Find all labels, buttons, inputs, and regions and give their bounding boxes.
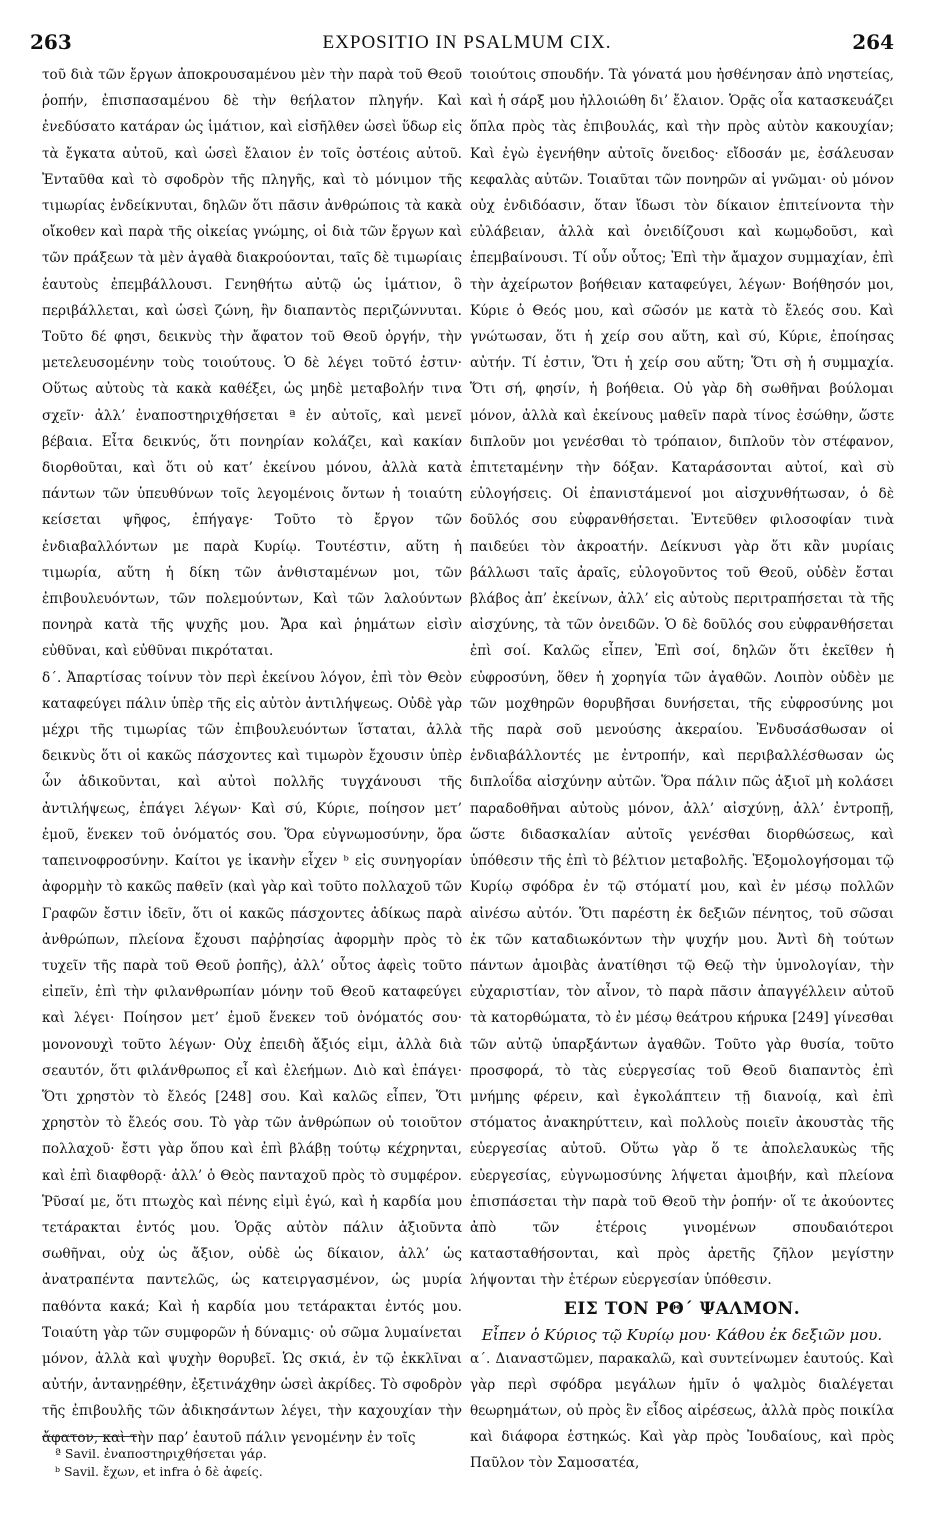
footnote-b: ᵇ Savil. ἔχων, et infra ὁ δὲ ἀφείς. xyxy=(55,1464,263,1479)
section-title: ΕΙΣ ΤΟΝ ΡΘ΄ ΨΑΛΜΟΝ. xyxy=(563,1298,801,1319)
left-paragraph-2: δ΄. Ἀπαρτίσας τοίνυν τὸν περὶ ἐκείνου λόγον, ἐπὶ τὸν Θεὸν καταφεύγει πάλιν ὑπὲρ τῆς εἰς αὐτὸν ἀντιλήψεως. Οὐδὲ γὰρ μέχρι τῆς τιμωρίας τῶν ἐπιβουλευόντων ἵσταται, ἀλλὰ δεικνὺς ὅτι οἱ κακῶς πάσχοντες καὶ τιμωρὸν ἔχουσιν ὑπὲρ ὧν ἀδικοῦνται, καὶ αὐτοὶ πολλῆς τυγχάνουσι τῆς ἀντιλήψεως, ἐπάγει λέγων· Καὶ σύ, Κύριε, ποίησον μετ’ ἐμοῦ, ἕνεκεν τοῦ ὀνόματός σου. Ὅρα εὐγνωμοσύνην, ὅρα ταπεινοφροσύνην. Καίτοι γε ἱκανὴν εἶχεν ᵇ εἰς συνηγορίαν ἀφορμὴν τὸ κακῶς παθεῖν (καὶ γὰρ καὶ τοῦτο πολλαχοῦ τῶν Γραφῶν ἔστιν ἰδεῖν, ὅτι οἱ κακῶς πάσχοντες ἀδίκως παρὰ ἀνθρώπων, πλείονα ἔχουσι παῤῥησίας ἀφορμὴν πρὸς τὸ τυχεῖν τῆς παρὰ τοῦ Θεοῦ ῥοπῆς), ἀλλ’ οὗτος ἀφεὶς τοῦτο εἰπεῖν, ἐπὶ τὴν φιλανθρωπίαν μόνην τοῦ Θεοῦ καταφεύγει καὶ λέγει· Ποίησον μετ’ ἐμοῦ ἕνεκεν τοῦ ὀνόματός σου· μονονουχὶ τοῦτο λέγων· Οὐχ ἐπειδὴ ἄξιός εἰμι, ἀλλὰ διὰ σεαυτόν, ὅτι φιλάνθρωπος εἶ καὶ ἐλεήμων. Διὸ καὶ ἐπάγει· Ὅτι χρηστὸν τὸ ἔλεός [248] σου. Καὶ καλῶς εἶπεν, Ὅτι χρηστὸν τὸ ἔλεός σου. Τὸ γὰρ τῶν ἀνθρώπων οὐ τοιοῦτον πολλαχοῦ· ἔστι γὰρ ὅπου καὶ ἐπὶ βλάβῃ τούτῳ κέχρηνται, καὶ ἐπὶ διαφθορᾷ· ἀλλ’ ὁ Θεὸς πανταχοῦ πρὸς τὸ συμφέρον. Ῥῦσαί με, ὅτι πτωχὸς καὶ πένης εἰμὶ ἐγώ, καὶ ἡ καρδία μου τετάρακται ἐντός μου. Ὁρᾷς αὐτὸν πάλιν ἀξιοῦντα σωθῆναι, οὐχ ὡς ἄξιον, οὐδὲ ὡς δίκαιον, ἀλλ’ ὡς ἀνατραπέντα παντελῶς, ὡς κατειργασμένον, ὡς μυρία παθόντα κακά; Καὶ ἡ καρδία μου τετάρακται ἐντός μου. Τοιαύτη γὰρ τῶν συμφορῶν ἡ δύναμις· οὐ σῶμα λυμαίνεται μόνον, ἀλλὰ καὶ ψυχὴν θορυβεῖ. Ὡς σκιά, ἐν τῷ ἐκκλῖναι αὐτήν, ἀντανῃρέθην, ἐξετινάχθην ὡσεὶ ἀκρίδες. Τὸ σφοδρὸν τῆς ἐπιβουλῆς τῶν ἀδικησάντων λέγει, τὴν καχουχίαν τὴν ἄφατον, καὶ τὴν παρ’ ἑαυτοῦ πάλιν γενομένην ἐν τοῖς xyxy=(42,669,462,1446)
footnotes xyxy=(55,1445,455,1481)
right-paragraph-2: α΄. Διαναστῶμεν, παρακαλῶ, καὶ συντείνωμεν ἑαυτούς. Καὶ γὰρ περὶ σφόδρα μεγάλων ἡμῖν ὁ ψαλμὸς διαλέγεται θεωρημάτων, οὐ πρὸς ἓν εἶδος αἱρέσεως, ἀλλὰ πρὸς ποικίλα καὶ διάφορα ἑστηκώς. Καὶ γὰρ πρὸς Ἰουδαίους, καὶ πρὸς Παῦλον τὸν Σαμοσατέα, xyxy=(470,1350,894,1472)
left-column xyxy=(42,62,462,1451)
footnote-a: ª Savil. ἐναποστηριχθήσεται γάρ. xyxy=(55,1446,267,1461)
running-header xyxy=(0,20,934,60)
running-title: EXPOSITIO IN PSALMUM CIX. xyxy=(322,32,612,53)
right-column xyxy=(470,62,894,1477)
page-number-right: 264 xyxy=(852,30,894,54)
footnote-rule xyxy=(42,1436,137,1437)
section-subtitle: Εἶπεν ὁ Κύριος τῷ Κυρίῳ μου· Κάθου ἐκ δεξιῶν μου. xyxy=(481,1325,883,1344)
page-number-left: 263 xyxy=(30,30,72,54)
right-paragraph-1: τοιούτοις σπουδήν. Τὰ γόνατά μου ἠσθένησαν ἀπὸ νηστείας, καὶ ἡ σάρξ μου ἠλλοιώθη δι’ ἔλαιον. Ὁρᾷς οἷα κατασκευάζει ὅπλα πρὸς τὰς ἐπιβουλάς, καὶ τὴν πρὸς αὐτὸν κακουχίαν; Καὶ ἐγὼ ἐγενήθην αὐτοῖς ὄνειδος· εἴδοσάν με, ἐσάλευσαν κεφαλὰς αὐτῶν. Τοιαῦται τῶν πονηρῶν αἱ γνῶμαι· οὐ μόνον οὐχ ἐνδιδόασιν, ὅταν ἴδωσι τὸν δίκαιον ἐπιτείνοντα τὴν εὐλάβειαν, ἀλλὰ καὶ ὀνειδίζουσι καὶ κωμῳδοῦσι, καὶ ἐπεμβαίνουσι. Τί οὖν οὗτος; Ἐπὶ τὴν ἄμαχον συμμαχίαν, ἐπὶ τὴν ἀχείρωτον βοήθειαν καταφεύγει, λέγων· Βοήθησόν μοι, Κύριε ὁ Θεός μου, καὶ σῶσόν με κατὰ τὸ ἔλεός σου. Καὶ γνώτωσαν, ὅτι ἡ χείρ σου αὕτη, καὶ σύ, Κύριε, ἐποίησας αὐτήν. Τί ἐστιν, Ὅτι ἡ χείρ σου αὕτη; Ὅτι σὴ ἡ συμμαχία. Ὅτι σή, φησίν, ἡ βοήθεια. Οὐ γὰρ δὴ σωθῆναι βούλομαι μόνον, ἀλλὰ καὶ ἐκείνους μαθεῖν παρὰ τίνος ἐσώθην, ὥστε διπλοῦν μοι γενέσθαι τὸ τρόπαιον, διπλοῦν τὸν στέφανον, ἐπιτεταμένην τὴν δόξαν. Καταράσονται αὐτοί, καὶ σὺ εὐλογήσεις. Οἱ ἐπανιστάμενοί μοι αἰσχυνθήτωσαν, ὁ δὲ δοῦλός σου εὐφρανθήσεται. Ἐντεῦθεν φιλοσοφίαν τινὰ παιδεύει τὸν ἀκροατήν. Δείκνυσι γὰρ ὅτι κἂν μυρίαις βάλλωσι ταῖς ἀραῖς, εὐλογοῦντος τοῦ Θεοῦ, οὐδὲν ἔσται βλάβος ἀπ’ ἐκείνων, ἀλλ’ εἰς αὐτοὺς περιτραπήσεται τὰ τῆς αἰσχύνης, τὰ τῶν ὀνειδῶν. Ὁ δὲ δοῦλός σου εὐφρανθήσεται ἐπὶ σοί. Καλῶς εἶπεν, Ἐπὶ σοί, δηλῶν ὅτι ἐκεῖθεν ἡ εὐφροσύνη, ὅθεν ἡ χορηγία τῶν ἀγαθῶν. Λοιπὸν οὐδὲν με τῶν μοχθηρῶν θορυβῆσαι δυνήσεται, τῆς εὐφροσύνης μοι τῆς παρὰ σοῦ μενούσης ἀκεραίου. Ἐνδυσάσθωσαν οἱ ἐνδιαβάλλοντές με ἐντροπήν, καὶ περιβαλλέσθωσαν ὡς διπλοΐδα αἰσχύνην αὐτῶν. Ὅρα πάλιν πῶς ἀξιοῖ μὴ κολάσει παραδοθῆναι αὐτοὺς μόνον, ἀλλ’ αἰσχύνῃ, ἀλλ’ ἐντροπῇ, ὥστε διδασκαλίαν αὐτοῖς γενέσθαι διορθώσεως, καὶ ὑπόθεσιν τῆς ἐπὶ τὸ βέλτιον μεταβολῆς. Ἐξομολογήσομαι τῷ Κυρίῳ σφόδρα ἐν τῷ στόματί μου, καὶ ἐν μέσῳ πολλῶν αἰνέσω αὐτόν. Ὅτι παρέστη ἐκ δεξιῶν πένητος, τοῦ σῶσαι ἐκ τῶν καταδιωκόντων τὴν ψυχήν μου. Ἀντὶ δὴ τούτων πάντων ἀμοιβὰς ἀνατίθησι τῷ Θεῷ τὴν ὑμνολογίαν, τὴν εὐχαριστίαν, τὸν αἶνον, τὸ παρὰ πᾶσιν ἀπαγγέλλειν αὐτοῦ τὰ κατορθώματα, τὸ ἐν μέσῳ θεάτρου κήρυκα [249] γίνεσθαι τῶν αὐτῷ ὑπαρξάντων ἀγαθῶν. Τοῦτο γὰρ θυσία, τοῦτο προσφορά, τὸ τὰς εὐεργεσίας τοῦ Θεοῦ διαπαντὸς ἐπὶ μνήμης φέρειν, καὶ ἐγκολάπτειν τῇ διανοίᾳ, καὶ ἐπὶ στόματος ἀνακηρύττειν, καὶ πολλοὺς ποιεῖν ἀκουστὰς τῆς εὐεργεσίας αὐτοῦ. Οὕτω γὰρ ὅ τε ἀπολελαυκὼς τῆς εὐεργεσίας, εὐγνωμοσύνης λήψεται ἀμοιβήν, καὶ πλείονα ἐπισπάσεται τὴν παρὰ τοῦ Θεοῦ τὴν ῥοπήν· οἵ τε ἀκούοντες ἀπὸ τῶν ἑτέροις γινομένων σπουδαιότεροι κατασταθήσονται, καὶ πρὸς ἀρετῆς ζῆλον μεγίστην λήψονται τὴν ἑτέρων εὐεργεσίαν ὑπόθεσιν. xyxy=(470,67,894,1289)
left-paragraph-1: τοῦ διὰ τῶν ἔργων ἀποκρουσαμένου μὲν τὴν παρὰ τοῦ Θεοῦ ῥοπήν, ἐπισπασαμένου δὲ τὴν θεήλατον πληγήν. Καὶ ἐνεδύσατο κατάραν ὡς ἱμάτιον, καὶ εἰσῆλθεν ὡσεὶ ὕδωρ εἰς τὰ ἔγκατα αὐτοῦ, καὶ ὡσεὶ ἔλαιον ἐν τοῖς ὀστέοις αὐτοῦ. Ἐνταῦθα καὶ τὸ σφοδρὸν τῆς πληγῆς, καὶ τὸ μόνιμον τῆς τιμωρίας ἐνδείκνυται, δηλῶν ὅτι πᾶσιν ἀνθρώποις τὰ κακὰ οἴκοθεν καὶ παρὰ τῆς οἰκείας γνώμης, οἱ διὰ τῶν ἔργων καὶ τῶν πράξεων τὰ μὲν ἀγαθὰ διακρούονται, ταῖς δὲ τιμωρίαις ἑαυτοὺς ἐπεμβάλλουσι. Γενηθήτω αὐτῷ ὡς ἱμάτιον, ὃ περιβάλλεται, καὶ ὡσεὶ ζώνη, ἣν διαπαντὸς περιζώννυται. Τοῦτο δέ φησι, δεικνὺς τὴν ἄφατον τοῦ Θεοῦ ὀργήν, τὴν μετελευσομένην τοὺς τοιούτους. Ὁ δὲ λέγει τοῦτό ἐστιν· Οὕτως αὐτοὺς τὰ κακὰ καθέξει, ὡς μηδὲ μεταβολήν τινα σχεῖν· ἀλλ’ ἐναποστηριχθήσεται ª ἐν αὐτοῖς, καὶ μενεῖ βέβαια. Εἶτα δεικνύς, ὅτι πονηρίαν κολάζει, καὶ κακίαν διορθοῦται, καὶ ὅτι οὐ κατ’ ἐκείνου μόνου, ἀλλὰ κατὰ πάντων τῶν ὑπευθύνων τοῖς λεγομένοις ὄντων ἡ τοιαύτη κείσεται ψῆφος, ἐπήγαγε· Τοῦτο τὸ ἔργον τῶν ἐνδιαβαλλόντων με παρὰ Κυρίῳ. Τουτέστιν, αὕτη ἡ τιμωρία, αὕτη ἡ δίκη τῶν ἀνθισταμένων μοι, τῶν ἐπιβουλευόντων, τῶν πολεμούντων, Καὶ τῶν λαλούντων πονηρὰ κατὰ τῆς ψυχῆς μου. Ἄρα καὶ ῥημάτων εἰσὶν εὐθῦναι, καὶ εὐθῦναι πικρόταται. xyxy=(42,67,462,660)
